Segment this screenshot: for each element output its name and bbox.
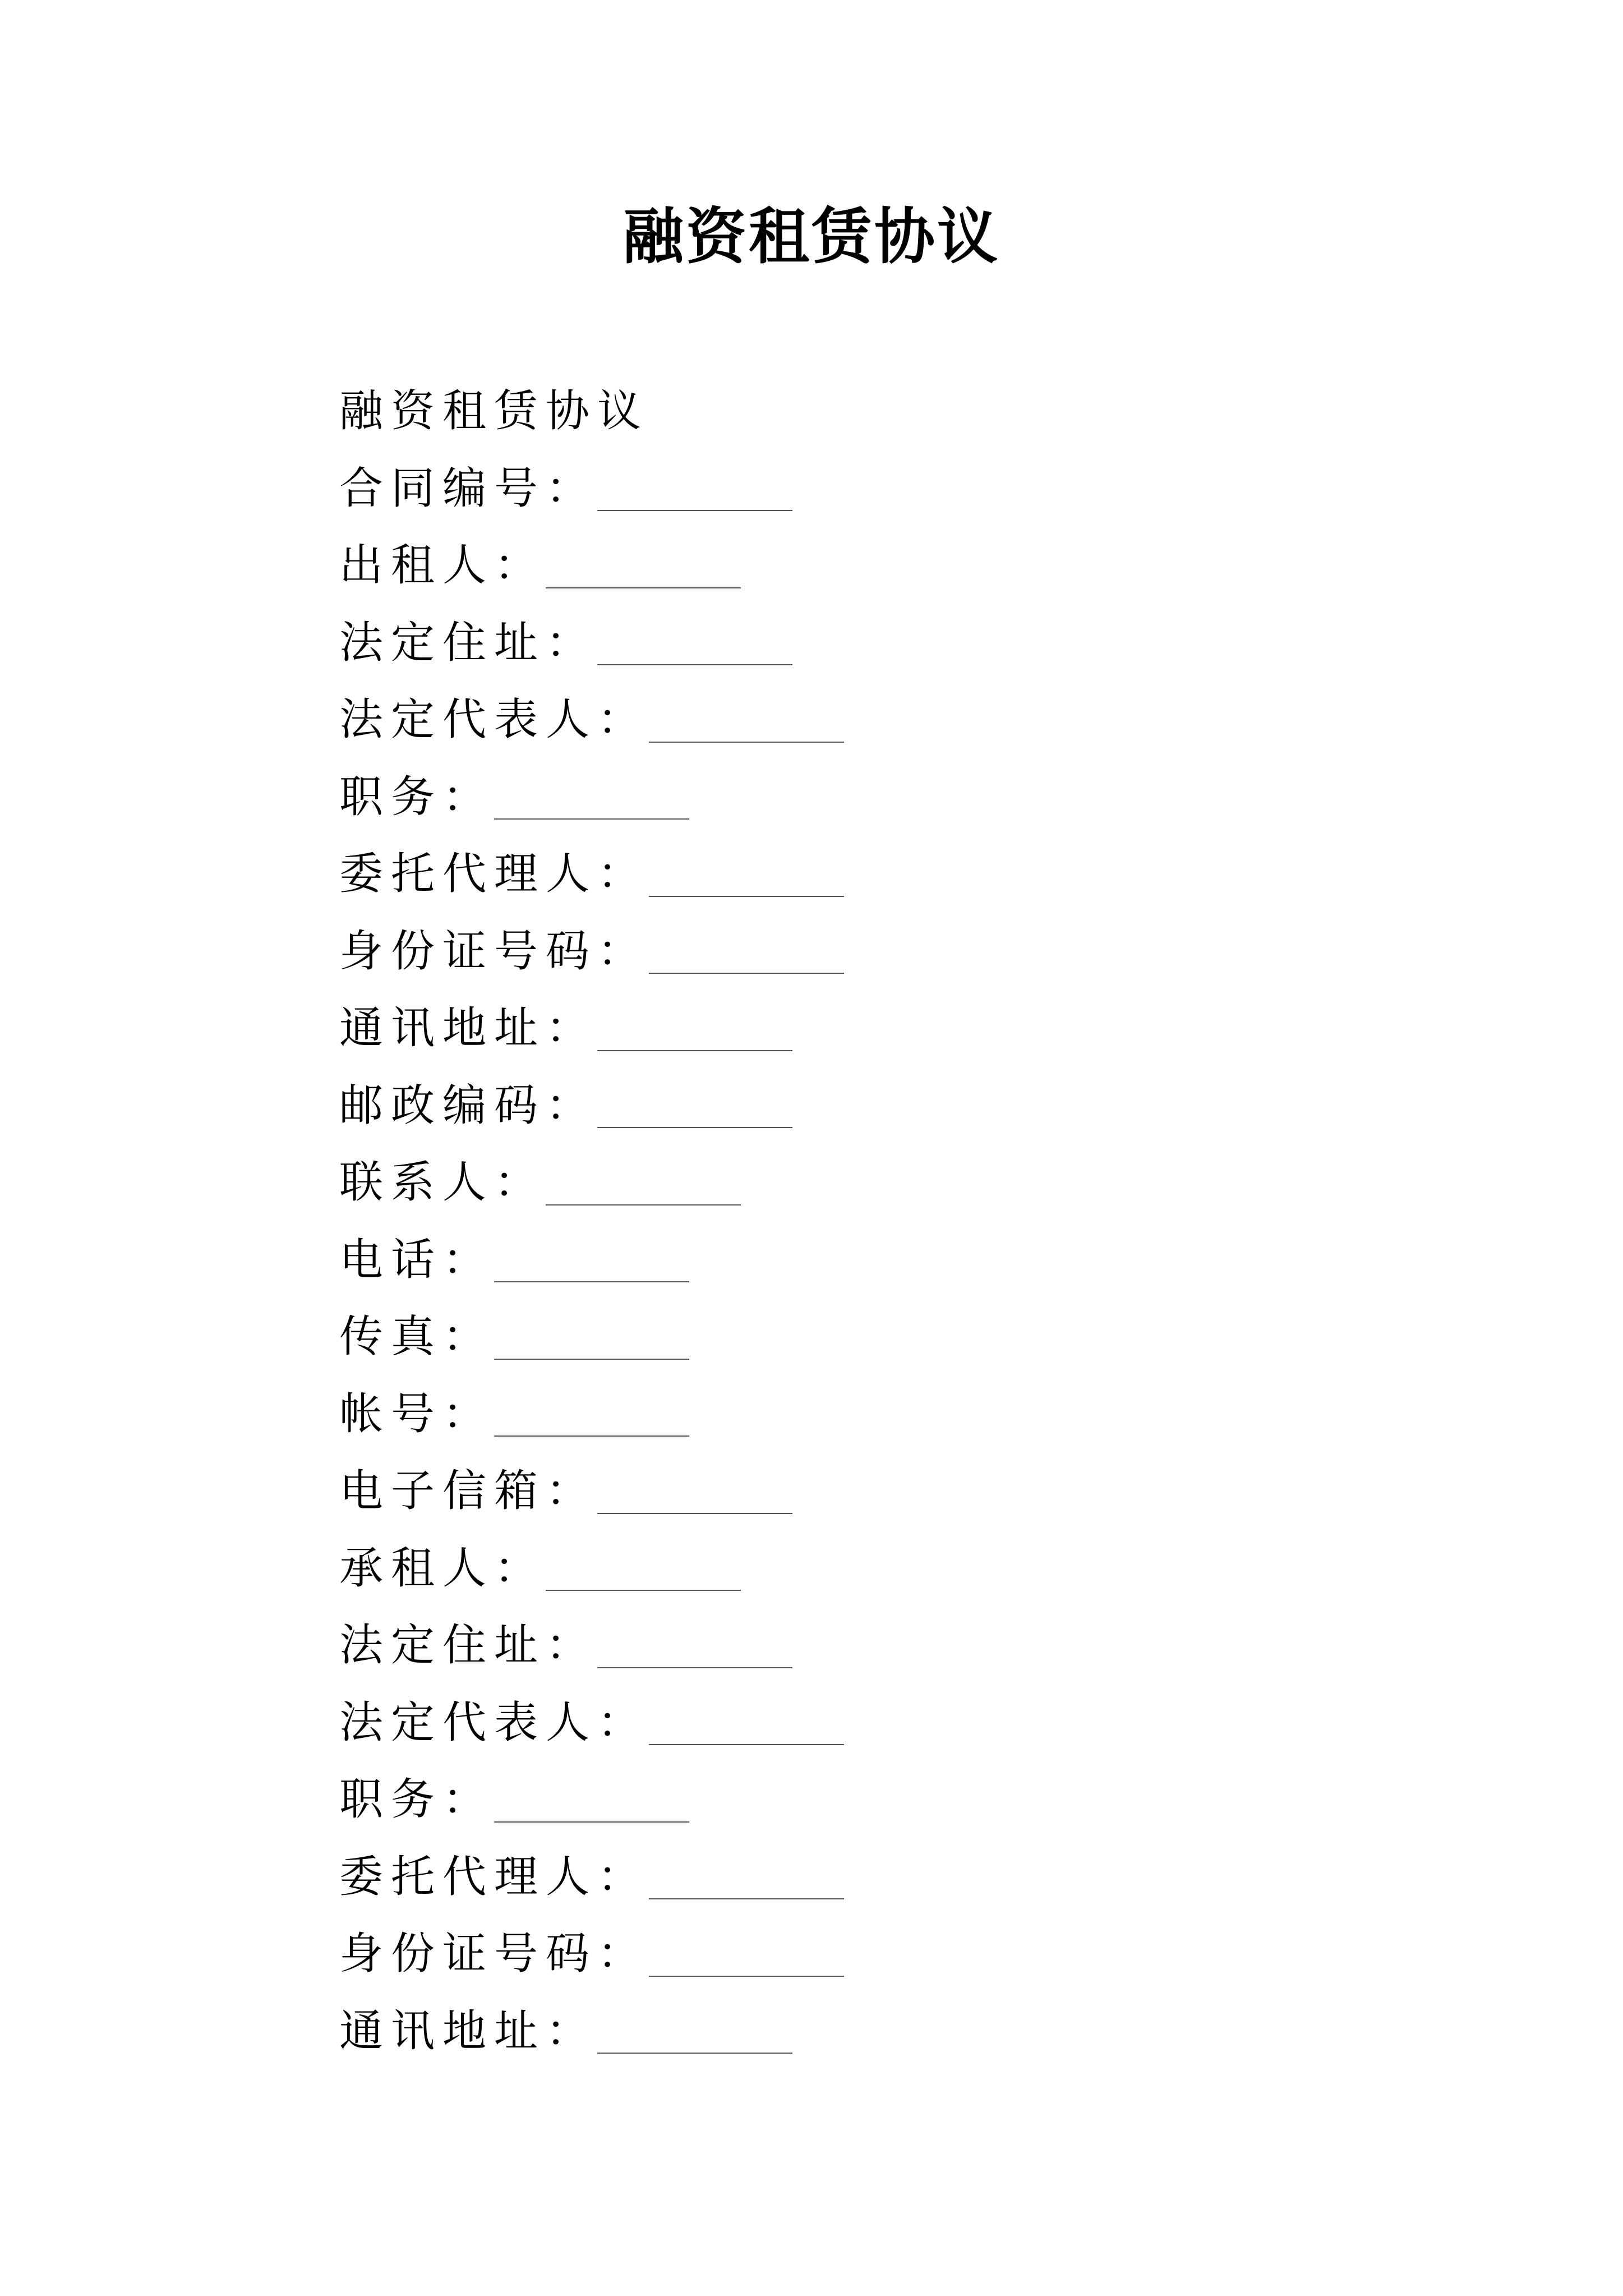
field-label: 法定代表人： bbox=[339, 694, 649, 745]
fill-in-blank bbox=[649, 702, 844, 743]
field-lessor-agent bbox=[339, 836, 1461, 913]
fill-in-blank bbox=[597, 625, 792, 665]
field-lessor-id-number bbox=[339, 913, 1461, 991]
field-contract-number bbox=[339, 450, 1461, 528]
fill-in-blank bbox=[494, 1242, 689, 1282]
field-lessor-phone bbox=[339, 1222, 1461, 1299]
fill-in-blank bbox=[494, 1396, 689, 1437]
field-label: 通讯地址： bbox=[339, 2005, 598, 2056]
fill-in-blank bbox=[494, 779, 689, 820]
fill-in-blank bbox=[649, 1705, 844, 1745]
fill-in-blank bbox=[649, 933, 844, 974]
fill-in-blank bbox=[546, 1550, 741, 1591]
field-label: 邮政编码： bbox=[339, 1080, 598, 1131]
document-body bbox=[339, 373, 1461, 2070]
field-lessor-mailing-address bbox=[339, 990, 1461, 1068]
fill-in-blank bbox=[494, 1319, 689, 1360]
fill-in-blank bbox=[649, 1859, 844, 1899]
fill-in-blank bbox=[546, 548, 741, 588]
field-label: 委托代理人： bbox=[339, 1851, 649, 1902]
field-label: 出租人： bbox=[339, 540, 546, 591]
document-heading-line bbox=[339, 373, 1461, 450]
field-lessor-legal-representative bbox=[339, 682, 1461, 759]
field-lessor-fax bbox=[339, 1299, 1461, 1376]
document-heading: 融资租赁协议 bbox=[339, 386, 649, 436]
field-lessee-legal-address bbox=[339, 1607, 1461, 1685]
field-lessee bbox=[339, 1530, 1461, 1608]
field-label: 法定住址： bbox=[339, 617, 598, 668]
field-lessee-legal-representative bbox=[339, 1685, 1461, 1762]
fill-in-blank bbox=[649, 857, 844, 897]
field-label: 委托代理人： bbox=[339, 849, 649, 899]
field-label: 传真： bbox=[339, 1312, 495, 1362]
field-lessor-contact bbox=[339, 1144, 1461, 1222]
fill-in-blank bbox=[494, 1782, 689, 1823]
fill-in-blank bbox=[597, 471, 792, 511]
field-label: 帐号： bbox=[339, 1388, 495, 1439]
field-label: 电子信箱： bbox=[339, 1466, 598, 1516]
fill-in-blank bbox=[597, 1474, 792, 1514]
field-label: 身份证号码： bbox=[339, 926, 649, 977]
field-lessor-position bbox=[339, 759, 1461, 836]
field-lessee-id-number bbox=[339, 1916, 1461, 1993]
field-label: 承租人： bbox=[339, 1543, 546, 1594]
fill-in-blank bbox=[597, 1088, 792, 1128]
field-lessor-account bbox=[339, 1376, 1461, 1453]
field-label: 合同编号： bbox=[339, 463, 598, 514]
document-title: 融资租赁协议 bbox=[623, 201, 1000, 272]
field-label: 电话： bbox=[339, 1234, 495, 1285]
field-lessee-mailing-address bbox=[339, 1993, 1461, 2070]
fill-in-blank bbox=[649, 1936, 844, 1977]
fill-in-blank bbox=[546, 1165, 741, 1205]
fill-in-blank bbox=[597, 1011, 792, 1051]
fill-in-blank bbox=[597, 1628, 792, 1668]
field-lessee-agent bbox=[339, 1839, 1461, 1916]
field-label: 联系人： bbox=[339, 1157, 546, 1208]
field-label: 法定代表人： bbox=[339, 1697, 649, 1748]
field-lessor-postal-code bbox=[339, 1068, 1461, 1145]
field-lessee-position bbox=[339, 1761, 1461, 1839]
fill-in-blank bbox=[597, 2013, 792, 2054]
field-label: 通讯地址： bbox=[339, 1003, 598, 1053]
field-label: 法定住址： bbox=[339, 1620, 598, 1671]
field-label: 职务： bbox=[339, 771, 495, 822]
field-lessor-email bbox=[339, 1453, 1461, 1530]
field-label: 身份证号码： bbox=[339, 1929, 649, 1979]
field-label: 职务： bbox=[339, 1774, 495, 1825]
field-lessor bbox=[339, 527, 1461, 605]
field-lessor-legal-address bbox=[339, 605, 1461, 682]
